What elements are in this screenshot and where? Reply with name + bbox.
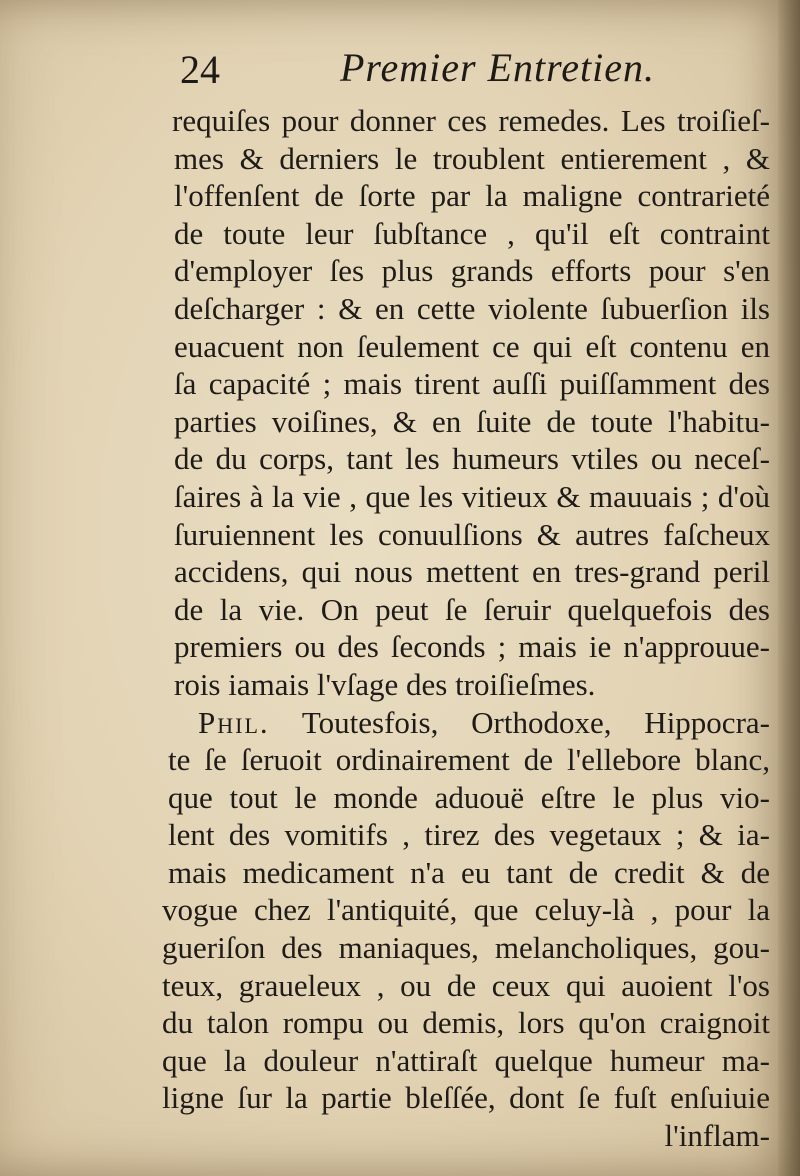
text-line: mais medicament n'a eu tant de credit & de <box>168 854 770 890</box>
text-line: de toute leur ſubſtance , qu'il eſt contraint <box>174 215 770 251</box>
text-line: d'employer ſes plus grands efforts pour s'en <box>174 253 770 289</box>
page-number: 24 <box>180 47 220 92</box>
text-line: teux, graueleux , ou de ceux qui auoient l'os <box>162 967 770 1003</box>
text-line: mes & derniers le troublent entierement , & <box>174 140 770 176</box>
page-header <box>180 42 680 102</box>
text-line: deſcharger : & en cette violente ſubuerſion ils <box>174 290 770 326</box>
text-line: premiers ou des ſeconds ; mais ie n'approuue- <box>174 629 770 665</box>
text-line: parties voiſines, & en ſuite de toute l'habitu- <box>174 403 770 439</box>
text-line: que tout le monde aduouë eſtre le plus vio- <box>168 779 770 815</box>
text-line: lent des vomitifs , tirez des vegetaux ; & ia- <box>168 817 770 853</box>
speech-first-line <box>150 704 770 742</box>
text-line: te ſe ſeruoit ordinairement de l'ellebore blanc, <box>168 742 770 778</box>
text-line: euacuent non ſeulement ce qui eſt contenu en <box>174 328 770 364</box>
text-line: vogue chez l'antiquité, que celuy-là , pour la <box>162 892 770 928</box>
text-line: rois iamais l'vſage des troiſieſmes. <box>174 666 596 702</box>
text-line: que la douleur n'attiraſt quelque humeur ma- <box>162 1042 770 1078</box>
running-title: Premier Entretien. <box>340 45 655 90</box>
body-text <box>150 102 770 1155</box>
text-line: accidens, qui nous mettent en tres-grand peril <box>174 554 770 590</box>
speech-text: Toutesfois, Orthodoxe, Hippocra- <box>301 704 770 740</box>
text-line: ſaires à la vie , que les vitieux & mauuais ; d'où <box>174 478 770 514</box>
text-line: ſuruiennent les conuulſions & autres faſcheux <box>174 516 770 552</box>
text-line: requiſes pour donner ces remedes. Les troiſieſ- <box>172 103 770 138</box>
text-line: ſa capacité ; mais tirent auſſi puiſſamment des <box>174 366 770 402</box>
text-line: de la vie. On peut ſe ſeruir quelquefois des <box>174 591 770 627</box>
text-line: ligne ſur la partie bleſſée, dont ſe fuſt enſuiuie <box>162 1080 770 1116</box>
catchword: l'inflam- <box>664 1118 770 1154</box>
page-gutter-shadow <box>778 0 800 1176</box>
speaker-label: Phil. <box>198 704 270 740</box>
text-line: de du corps, tant les humeurs vtiles ou neceſ- <box>174 441 770 477</box>
text-line: du talon rompu ou demis, lors qu'on craignoit <box>162 1005 770 1041</box>
text-line: l'offenſent de ſorte par la maligne contrarieté <box>174 178 770 214</box>
text-line: gueriſon des maniaques, melancholiques, gou- <box>162 930 770 966</box>
